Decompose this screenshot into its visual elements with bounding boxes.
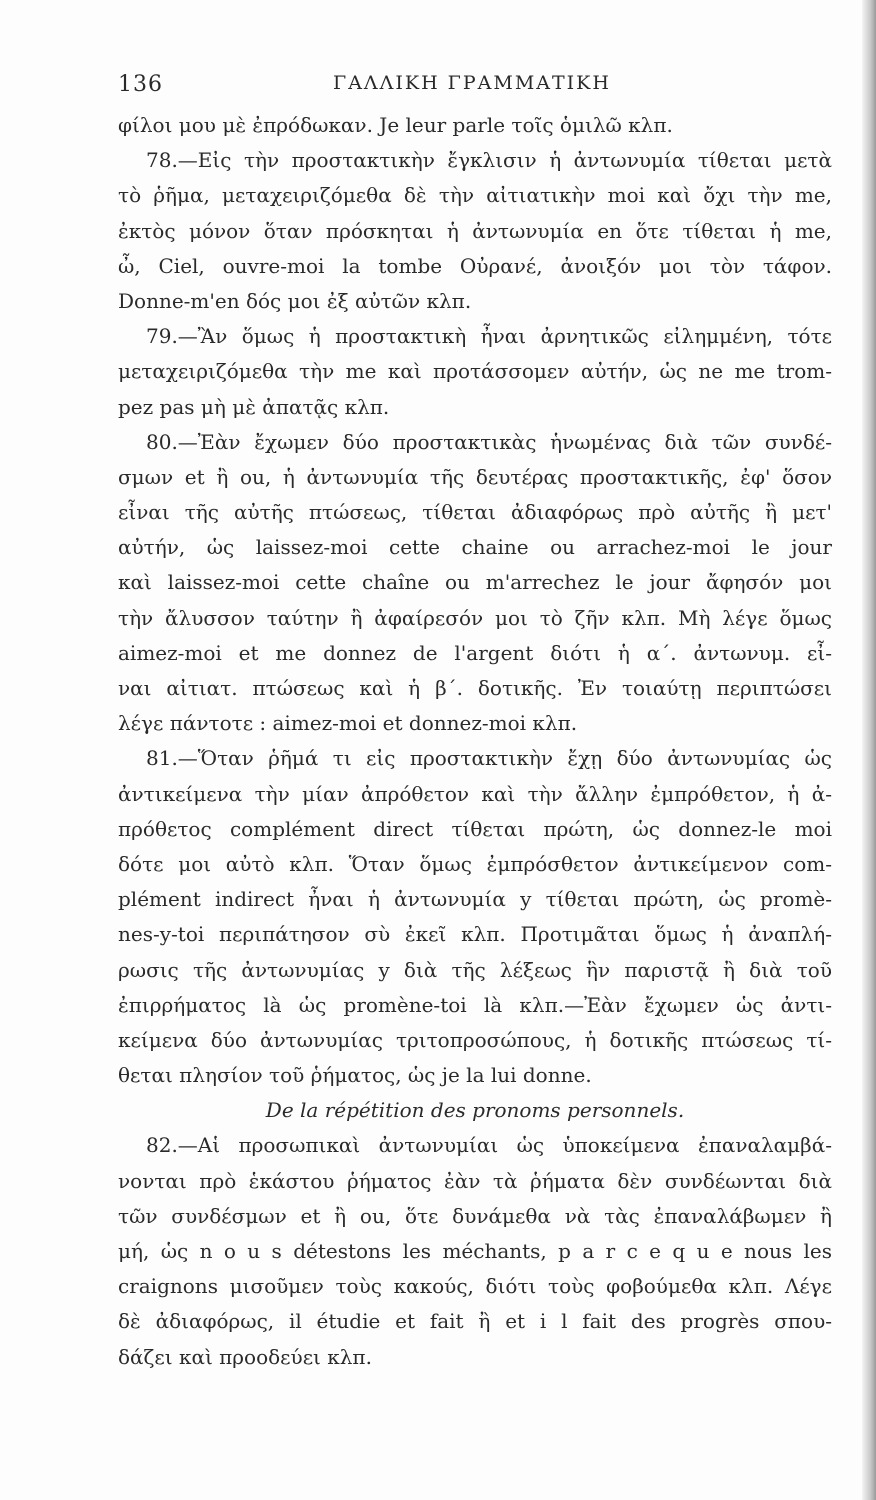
text-line: τὴν ἄλυσσον ταύτην ἢ ἀφαίρεσόν μοι τὸ ζῆν κλπ. Μὴ λέγε ὅμως — [118, 605, 832, 630]
text-line: δὲ ἀδιαφόρως, il étudie et fait ἢ et i l fait des progrès σπου- — [118, 1309, 832, 1334]
text-line: φίλοι μου μὲ ἐπρόδωκαν. Je leur parle τοῖς ὁμιλῶ κλπ. — [118, 113, 673, 137]
text-line: εἶναι τῆς αὐτῆς πτώσεως, τίθεται ἀδιαφόρως πρὸ αὐτῆς ἢ μετ' — [118, 500, 832, 525]
text-line: ὦ, Ciel, ouvre-moi la tombe Οὐρανέ, ἀνοιξόν μοι τὸν τάφον. — [118, 253, 832, 278]
text-line: ρωσις τῆς ἀντωνυμίας y διὰ τῆς λέξεως ἣν παριστᾷ ἢ διὰ τοῦ — [118, 957, 832, 982]
text-line: λέγε πάντοτε : aimez-moi et donnez-moi κλπ. — [118, 711, 578, 736]
text-line: 81.—Ὅταν ῥῆμά τι εἰς προστακτικὴν ἔχῃ δύο ἀντωνυμίας ὡς — [146, 746, 832, 771]
text-line: σμων et ἢ ou, ἡ ἀντωνυμία τῆς δευτέρας προστακτικῆς, ἐφ' ὅσον — [118, 464, 832, 489]
text-line: craignons μισοῦμεν τοὺς κακούς, διότι τοὺς φοβούμεθα κλπ. Λέγε — [118, 1274, 832, 1299]
text-line: 78.—Εἰς τὴν προστακτικὴν ἔγκλισιν ἡ ἀντωνυμία τίθεται μετὰ — [146, 148, 832, 173]
page-body — [118, 108, 832, 1375]
text-line: plément indirect ἦναι ἡ ἀντωνυμία y τίθεται πρώτη, ὡς promè- — [118, 887, 832, 912]
text-line: pez pas μὴ μὲ ἀπατᾷς κλπ. — [118, 394, 390, 419]
text-line: ἀντικείμενα τὴν μίαν ἀπρόθετον καὶ τὴν ἄλλην ἐμπρόθετον, ἡ ἀ- — [118, 781, 832, 806]
text-line: Donne-m'en δός μοι ἐξ αὐτῶν κλπ. — [118, 288, 472, 313]
text-line: μεταχειριζόμεθα τὴν me καὶ προτάσσομεν αὐτήν, ὡς ne me trom- — [118, 359, 832, 384]
text-line: κείμενα δύο ἀντωνυμίας τριτοπροσώπους, ἡ δοτικῆς πτώσεως τί- — [118, 1027, 832, 1052]
text-line: αὐτήν, ὡς laissez-moi cette chaine ou arrachez-moi le jour — [118, 535, 832, 560]
text-line: nes-y-toi περιπάτησον σὺ ἐκεῖ κλπ. Προτιμᾶται ὅμως ἡ ἀναπλή- — [118, 922, 832, 947]
text-line: τὸ ῥῆμα, μεταχειριζόμεθα δὲ τὴν αἰτιατικὴν moi καὶ ὄχι τὴν me, — [118, 183, 832, 208]
text-line: νονται πρὸ ἑκάστου ῥήματος ἐὰν τὰ ῥήματα δὲν συνδέωνται διὰ — [118, 1168, 832, 1193]
running-head: ΓΑΛΛΙΚΗ ΓΡΑΜΜΑΤΙΚΗ — [333, 72, 611, 94]
text-line: 82.—Αἱ προσωπικαὶ ἀντωνυμίαι ὡς ὑποκείμενα ἐπαναλαμβά- — [146, 1133, 832, 1158]
page-edge — [862, 0, 876, 1500]
text-line: ἐκτὸς μόνον ὅταν πρόσκηται ἡ ἀντωνυμία en ὅτε τίθεται ἡ me, — [118, 218, 832, 243]
section-heading: De la répétition des pronoms personnels. — [265, 1098, 685, 1123]
text-line: δότε μοι αὐτὸ κλπ. Ὅταν ὅμως ἐμπρόσθετον ἀντικείμενον com- — [118, 851, 832, 876]
text-line: καὶ laissez-moi cette chaîne ou m'arrechez le jour ἄφησόν μοι — [118, 570, 832, 595]
text-line: ἐπιρρήματος là ὡς promène-toi là κλπ.—Ἐὰν ἔχωμεν ὡς ἀντι- — [118, 992, 832, 1017]
page-number: 136 — [118, 72, 163, 97]
text-line: aimez-moi et me donnez de l'argent διότι ἡ α΄. ἀντωνυμ. εἶ- — [118, 640, 832, 665]
text-line: τῶν συνδέσμων et ἢ ou, ὅτε δυνάμεθα νὰ τὰς ἐπαναλάβωμεν ἢ — [118, 1203, 832, 1228]
text-line: μή, ὡς n o u s détestons les méchants, p a r c e q u e nous les — [118, 1239, 832, 1263]
text-line: θεται πλησίον τοῦ ῥήματος, ὡς je la lui donne. — [118, 1063, 592, 1088]
text-line: δάζει καὶ προοδεύει κλπ. — [118, 1344, 372, 1369]
text-line: 80.—Ἐὰν ἔχωμεν δύο προστακτικὰς ἡνωμένας διὰ τῶν συνδέ- — [146, 429, 832, 454]
page-header — [118, 72, 826, 102]
text-line: πρόθετος complément direct τίθεται πρώτη, ὡς donnez-le moi — [118, 816, 832, 841]
text-line: 79.—Ἂν ὅμως ἡ προστακτικὴ ἦναι ἀρνητικῶς εἰλημμένη, τότε — [146, 324, 832, 349]
text-line: ναι αἰτιατ. πτώσεως καὶ ἡ β΄. δοτικῆς. Ἐν τοιαύτῃ περιπτώσει — [118, 676, 832, 700]
